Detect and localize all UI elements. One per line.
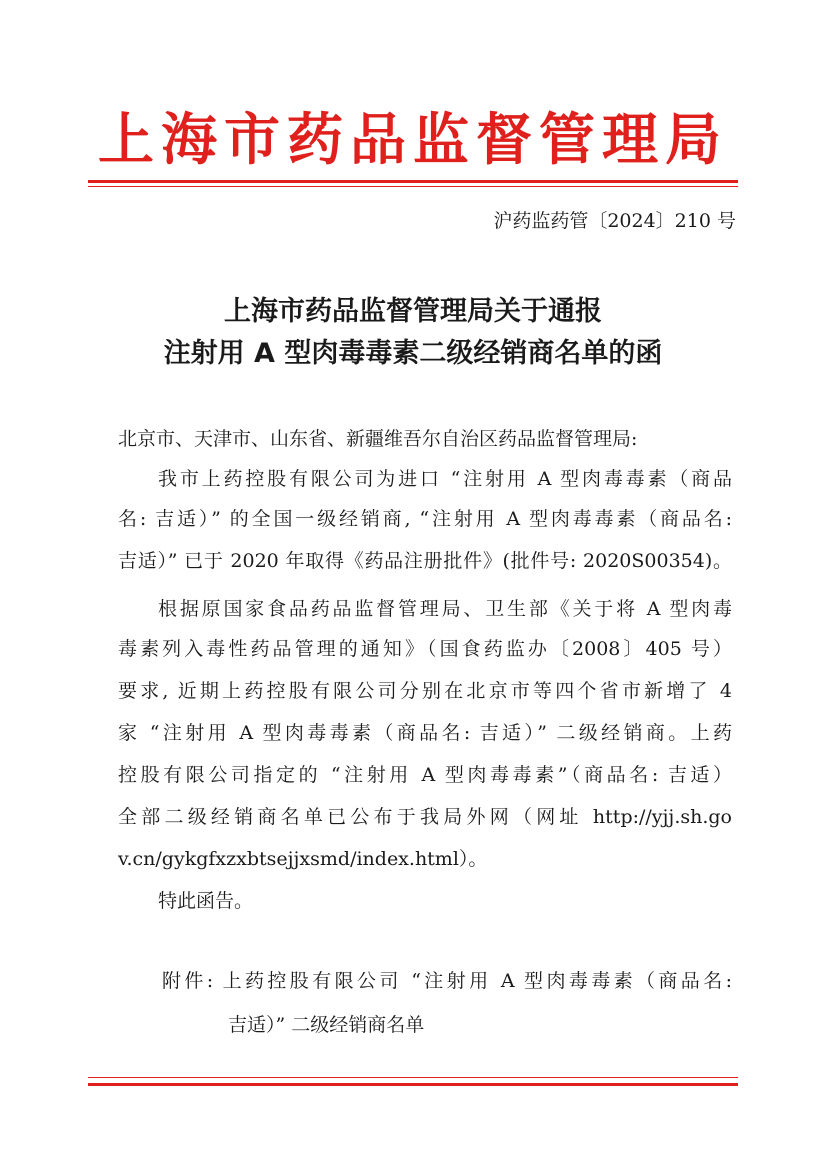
header-rule-thick	[88, 180, 738, 183]
footer-rule-thin	[88, 1077, 738, 1078]
paragraph-1-line: 吉适）” 已于 2020 年取得《药品注册批件》(批件号: 2020S00354)。	[118, 550, 732, 572]
document-number: 沪药监药管〔2024〕210 号	[493, 210, 736, 232]
document-title-line-1: 上海市药品监督管理局关于通报	[224, 296, 602, 327]
agency-header-title: 上海市药品监督管理局	[98, 108, 728, 173]
paragraph-2-line: 根据原国家食品药品监督管理局、卫生部《关于将 A 型肉毒	[158, 598, 732, 620]
paragraph-2-line: 毒素列入毒性药品管理的通知》（国食药监办〔2008〕405 号）	[118, 638, 732, 660]
paragraph-2-line: 家 “注射用 A 型肉毒毒素（商品名: 吉适）” 二级经销商。上药	[118, 722, 732, 744]
paragraph-2-line: 要求, 近期上药控股有限公司分别在北京市等四个省市新增了 4	[118, 680, 732, 702]
attachment-line-2: 吉适）” 二级经销商名单	[228, 1014, 425, 1036]
attachment-line-1: 附件: 上药控股有限公司 “注射用 A 型肉毒毒素（商品名:	[162, 970, 732, 992]
addressee: 北京市、天津市、山东省、新疆维吾尔自治区药品监督管理局:	[118, 428, 638, 450]
header-rule-thin	[88, 186, 738, 187]
paragraph-2-line: 全部二级经销商名单已公布于我局外网（网址 http://yjj.sh.go	[118, 806, 732, 828]
footer-rule-thick	[88, 1083, 738, 1086]
paragraph-1-line: 名: 吉适）” 的全国一级经销商, “注射用 A 型肉毒毒素（商品名:	[118, 508, 732, 530]
document-title-line-2: 注射用 A 型肉毒毒素二级经销商名单的函	[163, 338, 663, 369]
paragraph-2-line: v.cn/gykgfxzxbtsejjxsmd/index.html）。	[118, 848, 488, 870]
paragraph-2-line: 控股有限公司指定的 “注射用 A 型肉毒毒素”（商品名: 吉适）	[118, 764, 732, 786]
closing-sentence: 特此函告。	[158, 890, 254, 912]
paragraph-1-line: 我市上药控股有限公司为进口 “注射用 A 型肉毒毒素（商品	[158, 468, 732, 490]
